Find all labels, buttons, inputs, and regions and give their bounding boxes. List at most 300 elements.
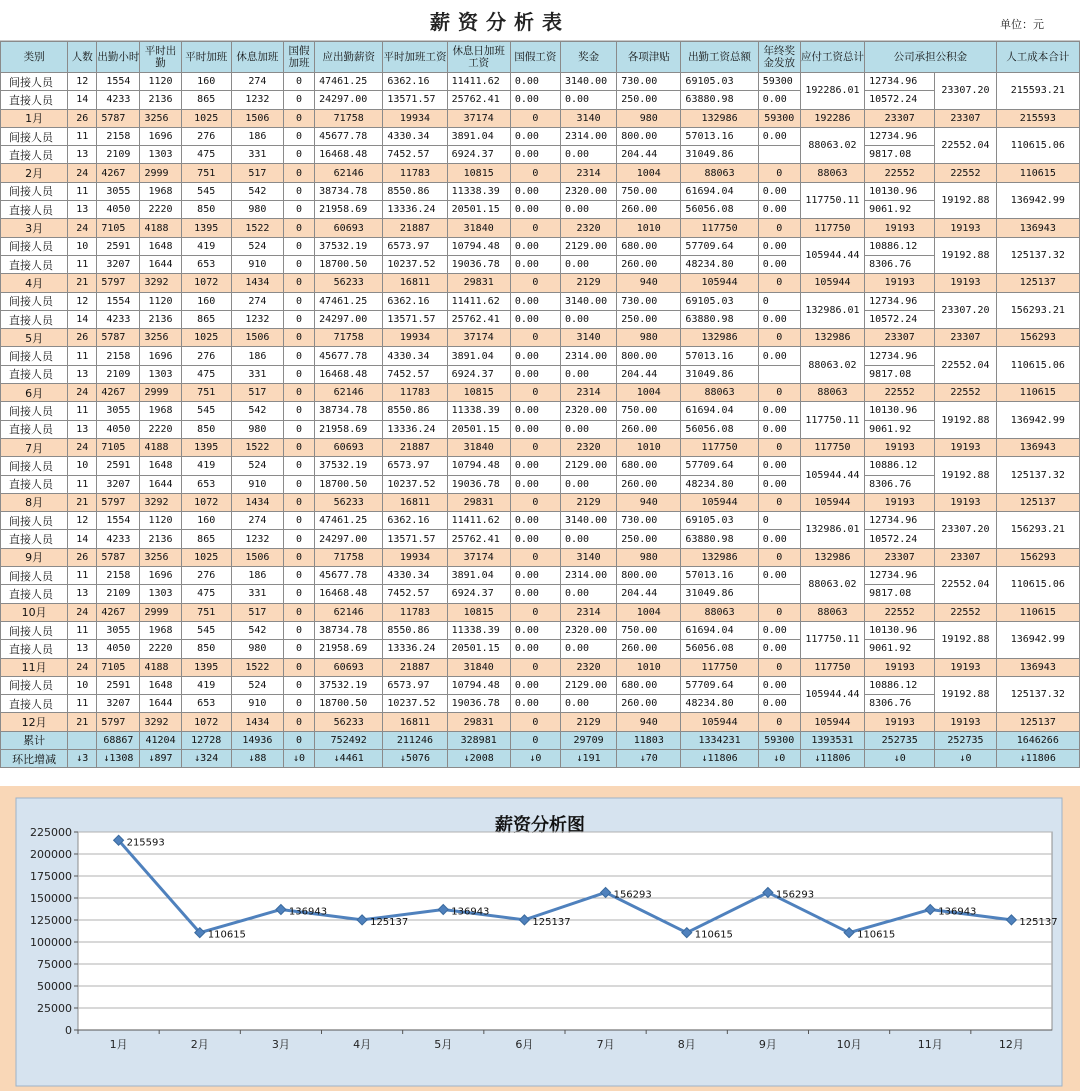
labor-cost-cell: 110615.06 — [996, 567, 1079, 604]
salary-table — [0, 41, 1080, 768]
table-cell: 0 — [758, 512, 800, 530]
x-tick-label: 9月 — [758, 1038, 777, 1051]
table-cell: 11 — [68, 567, 97, 585]
table-cell — [758, 146, 800, 164]
table-cell: 11338.39 — [447, 402, 510, 420]
table-cell: 0.00 — [560, 365, 616, 383]
fund-total-cell: 22552.04 — [935, 347, 996, 384]
x-tick-label: 11月 — [917, 1038, 943, 1051]
table-cell: 1506 — [231, 548, 283, 566]
table-cell: 2314 — [560, 164, 616, 182]
table-cell: 542 — [231, 621, 283, 639]
table-cell: 12 — [68, 73, 97, 91]
cumulative-row — [1, 731, 1080, 749]
fund-cell: 9817.08 — [865, 365, 935, 383]
table-cell: 2320.00 — [560, 621, 616, 639]
table-cell: 1506 — [231, 329, 283, 347]
chart-panel — [0, 786, 1080, 1091]
table-cell: 22552 — [935, 603, 996, 621]
table-cell: 0.00 — [758, 676, 800, 694]
table-cell: 3140.00 — [560, 292, 616, 310]
table-cell: 3891.04 — [447, 347, 510, 365]
table-cell: 117750 — [681, 658, 758, 676]
fund-total-cell: 19192.88 — [935, 676, 996, 713]
table-cell: 0 — [510, 548, 560, 566]
table-cell: 0 — [283, 420, 314, 438]
table-cell: 865 — [181, 310, 231, 328]
table-cell: 5787 — [97, 548, 140, 566]
table-cell: 4233 — [97, 530, 140, 548]
month-label: 1月 — [1, 109, 68, 127]
table-cell: 45677.78 — [315, 567, 383, 585]
table-cell: 13336.24 — [383, 420, 447, 438]
table-cell: 419 — [181, 237, 231, 255]
table-cell: 3140 — [560, 329, 616, 347]
table-cell: 4267 — [97, 603, 140, 621]
col-header: 年终奖金发放 — [758, 42, 800, 73]
table-cell: 0.00 — [510, 201, 560, 219]
labor-cost-cell: 136942.99 — [996, 621, 1079, 658]
table-cell: 24 — [68, 384, 97, 402]
fund-total-cell: 22552.04 — [935, 127, 996, 164]
table-cell: 252735 — [935, 731, 996, 749]
table-row — [1, 182, 1080, 200]
table-cell: 16468.48 — [315, 585, 383, 603]
table-cell: 0 — [283, 384, 314, 402]
row-label: 直接人员 — [1, 420, 68, 438]
table-cell: 105944 — [800, 493, 864, 511]
y-tick-label: 75000 — [37, 958, 72, 971]
table-cell: 419 — [181, 676, 231, 694]
table-cell: 2129 — [560, 493, 616, 511]
table-cell: 542 — [231, 402, 283, 420]
table-cell: 19036.78 — [447, 695, 510, 713]
table-cell: 0 — [283, 73, 314, 91]
month-summary-row — [1, 658, 1080, 676]
table-cell: 2220 — [140, 420, 181, 438]
labor-cost-cell: 156293.21 — [996, 292, 1079, 329]
table-cell: 0 — [283, 329, 314, 347]
title-row — [0, 0, 1080, 41]
fund-cell: 9061.92 — [865, 640, 935, 658]
table-cell: 31840 — [447, 219, 510, 237]
table-cell: 980 — [231, 640, 283, 658]
table-cell: 419 — [181, 457, 231, 475]
y-tick-label: 25000 — [37, 1002, 72, 1015]
payable-total-cell: 192286.01 — [800, 73, 864, 110]
table-cell: 18700.50 — [315, 475, 383, 493]
table-cell: 1522 — [231, 658, 283, 676]
payable-total-cell: 88063.02 — [800, 347, 864, 384]
table-cell: 186 — [231, 347, 283, 365]
x-tick-label: 6月 — [515, 1038, 534, 1051]
col-header: 平时出勤 — [140, 42, 181, 73]
table-cell: 3891.04 — [447, 567, 510, 585]
data-label: 125137 — [532, 916, 571, 928]
table-row — [1, 365, 1080, 383]
table-cell: 192286 — [800, 109, 864, 127]
table-cell: 260.00 — [617, 475, 681, 493]
month-summary-row — [1, 548, 1080, 566]
table-cell: 2314 — [560, 384, 616, 402]
table-cell: 105944 — [681, 493, 758, 511]
table-cell: 1644 — [140, 475, 181, 493]
table-cell: 57013.16 — [681, 347, 758, 365]
table-cell: 13571.57 — [383, 310, 447, 328]
table-cell: 59300 — [758, 731, 800, 749]
table-cell: 19193 — [935, 438, 996, 456]
unit-label: 单位：元 — [1000, 18, 1044, 31]
table-cell: 11411.62 — [447, 512, 510, 530]
col-header: 出勤工资总额 — [681, 42, 758, 73]
table-cell: 57709.64 — [681, 457, 758, 475]
month-summary-row — [1, 219, 1080, 237]
fund-total-cell: 22552.04 — [935, 567, 996, 604]
table-cell: 653 — [181, 255, 231, 273]
row-label: 直接人员 — [1, 255, 68, 273]
fund-cell: 8306.76 — [865, 255, 935, 273]
table-cell: 88063 — [800, 164, 864, 182]
table-cell: 1303 — [140, 365, 181, 383]
table-cell: 0 — [283, 457, 314, 475]
data-label: 136943 — [938, 906, 977, 918]
table-cell: 0.00 — [510, 676, 560, 694]
table-cell: 132986 — [681, 109, 758, 127]
table-row — [1, 475, 1080, 493]
col-header: 平时加班 — [181, 42, 231, 73]
table-cell: 19193 — [935, 274, 996, 292]
row-label: 间接人员 — [1, 73, 68, 91]
table-cell: 7105 — [97, 658, 140, 676]
row-label: 间接人员 — [1, 292, 68, 310]
table-cell: 2129 — [560, 274, 616, 292]
table-cell: 1395 — [181, 658, 231, 676]
table-cell: 0.00 — [758, 255, 800, 273]
table-cell: 19934 — [383, 548, 447, 566]
table-cell: 0.00 — [560, 530, 616, 548]
table-cell: 71758 — [315, 329, 383, 347]
table-cell: 0 — [283, 127, 314, 145]
table-cell: 0 — [758, 713, 800, 731]
row-label: 环比增减 — [1, 749, 68, 767]
table-cell: 1522 — [231, 438, 283, 456]
table-row — [1, 512, 1080, 530]
table-cell: 1968 — [140, 621, 181, 639]
month-summary-row — [1, 713, 1080, 731]
table-cell: 48234.80 — [681, 695, 758, 713]
table-cell: 45677.78 — [315, 127, 383, 145]
table-cell: 25762.41 — [447, 530, 510, 548]
table-cell: 0.00 — [758, 475, 800, 493]
table-cell: 0.00 — [510, 512, 560, 530]
table-cell: 45677.78 — [315, 347, 383, 365]
salary-line-chart — [0, 786, 1080, 1091]
table-cell: 22552 — [865, 384, 935, 402]
table-cell: 125137 — [996, 274, 1079, 292]
table-cell: 19193 — [865, 713, 935, 731]
table-cell: 20501.15 — [447, 201, 510, 219]
table-cell: 0 — [510, 329, 560, 347]
data-label: 136943 — [451, 906, 490, 918]
table-cell: 117750 — [800, 219, 864, 237]
table-cell: 71758 — [315, 109, 383, 127]
table-cell: 0 — [758, 329, 800, 347]
table-cell: 19934 — [383, 109, 447, 127]
col-header: 人数 — [68, 42, 97, 73]
month-summary-row — [1, 109, 1080, 127]
x-tick-label: 2月 — [190, 1038, 209, 1051]
table-cell: 4330.34 — [383, 127, 447, 145]
x-tick-label: 12月 — [998, 1038, 1024, 1051]
table-cell: 105944 — [681, 713, 758, 731]
table-cell: 26 — [68, 548, 97, 566]
labor-cost-cell: 110615.06 — [996, 347, 1079, 384]
header-row — [1, 42, 1080, 73]
table-cell: 940 — [617, 274, 681, 292]
table-row — [1, 621, 1080, 639]
table-cell: 2220 — [140, 201, 181, 219]
table-cell: 517 — [231, 164, 283, 182]
table-cell: 24297.00 — [315, 91, 383, 109]
table-cell: 0.00 — [560, 310, 616, 328]
table-cell: ↓324 — [181, 749, 231, 767]
table-cell — [68, 731, 97, 749]
table-cell: 47461.25 — [315, 512, 383, 530]
table-cell: ↓11806 — [681, 749, 758, 767]
table-cell: 3140 — [560, 109, 616, 127]
table-cell: 88063 — [681, 603, 758, 621]
table-cell: 31840 — [447, 658, 510, 676]
page-title: 薪资分析表 — [430, 10, 570, 34]
table-cell: 524 — [231, 676, 283, 694]
table-cell: 331 — [231, 585, 283, 603]
table-cell: 2320 — [560, 438, 616, 456]
fund-cell: 9817.08 — [865, 585, 935, 603]
table-cell: 0.00 — [510, 585, 560, 603]
table-cell: ↓11806 — [800, 749, 864, 767]
table-cell: 37532.19 — [315, 237, 383, 255]
row-label: 直接人员 — [1, 695, 68, 713]
table-cell: 3055 — [97, 621, 140, 639]
table-row — [1, 457, 1080, 475]
table-body — [1, 73, 1080, 768]
table-cell: 1004 — [617, 603, 681, 621]
table-cell: 69105.03 — [681, 73, 758, 91]
table-cell: 117750 — [681, 438, 758, 456]
table-cell: ↓0 — [865, 749, 935, 767]
fund-total-cell: 19192.88 — [935, 182, 996, 219]
table-cell: 0.00 — [510, 146, 560, 164]
table-cell: 19193 — [935, 219, 996, 237]
table-cell: 0 — [283, 567, 314, 585]
table-cell: 0 — [283, 438, 314, 456]
table-cell: 751 — [181, 164, 231, 182]
table-cell: 37532.19 — [315, 457, 383, 475]
month-summary-row — [1, 329, 1080, 347]
chart-title: 薪资分析图 — [495, 815, 585, 836]
table-cell: 0 — [758, 274, 800, 292]
row-label: 间接人员 — [1, 676, 68, 694]
row-label: 间接人员 — [1, 512, 68, 530]
table-cell: 5797 — [97, 493, 140, 511]
fund-cell: 12734.96 — [865, 567, 935, 585]
table-cell: 16811 — [383, 274, 447, 292]
table-cell: 850 — [181, 640, 231, 658]
table-cell: 132986 — [681, 548, 758, 566]
table-cell: 1010 — [617, 438, 681, 456]
table-cell: 63880.98 — [681, 310, 758, 328]
table-cell: 4233 — [97, 91, 140, 109]
fund-cell: 10130.96 — [865, 402, 935, 420]
table-cell: ↓11806 — [996, 749, 1079, 767]
table-cell: 21 — [68, 713, 97, 731]
table-cell: 56056.08 — [681, 201, 758, 219]
table-cell: 1968 — [140, 182, 181, 200]
fund-cell: 9061.92 — [865, 420, 935, 438]
table-cell: 10 — [68, 676, 97, 694]
fund-cell: 10886.12 — [865, 676, 935, 694]
payable-total-cell: 132986.01 — [800, 292, 864, 329]
table-cell: 88063 — [681, 164, 758, 182]
table-cell: 215593 — [996, 109, 1079, 127]
table-cell: 2220 — [140, 640, 181, 658]
table-cell: 22552 — [865, 603, 935, 621]
table-cell: 751 — [181, 603, 231, 621]
table-cell: 8550.86 — [383, 402, 447, 420]
row-label: 直接人员 — [1, 201, 68, 219]
data-label: 110615 — [207, 929, 246, 941]
table-row — [1, 567, 1080, 585]
table-cell: 62146 — [315, 164, 383, 182]
row-label: 间接人员 — [1, 402, 68, 420]
table-cell: 517 — [231, 384, 283, 402]
table-cell: 132986 — [681, 329, 758, 347]
table-cell: 1010 — [617, 219, 681, 237]
table-cell: 11783 — [383, 164, 447, 182]
table-cell: 1648 — [140, 237, 181, 255]
table-cell: 0 — [510, 731, 560, 749]
table-cell: 0 — [758, 493, 800, 511]
col-header: 公司承担公积金 — [865, 42, 996, 73]
table-cell: ↓0 — [283, 749, 314, 767]
table-cell: 156293 — [996, 548, 1079, 566]
table-cell: 328981 — [447, 731, 510, 749]
table-cell: 105944 — [681, 274, 758, 292]
table-cell: 940 — [617, 713, 681, 731]
table-cell: 125137 — [996, 493, 1079, 511]
fund-total-cell: 19192.88 — [935, 402, 996, 439]
table-cell: 2999 — [140, 384, 181, 402]
table-cell: 6573.97 — [383, 457, 447, 475]
table-cell: 2999 — [140, 164, 181, 182]
table-cell: 0.00 — [758, 567, 800, 585]
table-cell: 4050 — [97, 420, 140, 438]
table-cell: 7452.57 — [383, 146, 447, 164]
table-cell: 0 — [758, 292, 800, 310]
x-tick-label: 5月 — [434, 1038, 453, 1051]
table-cell: 0.00 — [510, 347, 560, 365]
table-cell: 545 — [181, 182, 231, 200]
table-cell: 2314.00 — [560, 127, 616, 145]
table-cell: 160 — [181, 73, 231, 91]
table-cell: 11 — [68, 695, 97, 713]
labor-cost-cell: 110615.06 — [996, 127, 1079, 164]
month-label: 6月 — [1, 384, 68, 402]
table-cell: 10794.48 — [447, 457, 510, 475]
table-cell: 0 — [510, 493, 560, 511]
fund-cell: 10886.12 — [865, 237, 935, 255]
table-cell: 8550.86 — [383, 182, 447, 200]
fund-total-cell: 19192.88 — [935, 621, 996, 658]
table-cell: ↓1308 — [97, 749, 140, 767]
table-cell: 132986 — [800, 548, 864, 566]
table-cell: 0.00 — [560, 475, 616, 493]
table-cell: 0 — [510, 603, 560, 621]
table-cell: 0 — [283, 237, 314, 255]
table-cell: 37174 — [447, 109, 510, 127]
table-cell: 7452.57 — [383, 585, 447, 603]
table-cell: 125137 — [996, 713, 1079, 731]
table-cell: 730.00 — [617, 292, 681, 310]
table-cell: 204.44 — [617, 365, 681, 383]
table-cell: 0 — [283, 658, 314, 676]
table-cell: 0 — [283, 201, 314, 219]
table-cell: 1232 — [231, 310, 283, 328]
table-cell: 2314.00 — [560, 567, 616, 585]
table-cell: 25762.41 — [447, 310, 510, 328]
row-label: 直接人员 — [1, 530, 68, 548]
table-cell: 10237.52 — [383, 255, 447, 273]
table-cell: 3292 — [140, 713, 181, 731]
table-cell: 156293 — [996, 329, 1079, 347]
col-header: 人工成本合计 — [996, 42, 1079, 73]
table-cell: 1025 — [181, 548, 231, 566]
table-cell: 23307 — [865, 329, 935, 347]
fund-cell: 9061.92 — [865, 201, 935, 219]
table-cell: 250.00 — [617, 530, 681, 548]
table-cell: 0 — [283, 512, 314, 530]
table-cell: 11411.62 — [447, 292, 510, 310]
table-cell: 56056.08 — [681, 420, 758, 438]
table-cell: 6573.97 — [383, 676, 447, 694]
table-cell: 12 — [68, 292, 97, 310]
table-cell: 21887 — [383, 219, 447, 237]
table-cell: 0.00 — [758, 420, 800, 438]
table-cell: 800.00 — [617, 127, 681, 145]
table-cell: 517 — [231, 603, 283, 621]
table-cell: 48234.80 — [681, 255, 758, 273]
table-cell: 680.00 — [617, 676, 681, 694]
row-label: 间接人员 — [1, 457, 68, 475]
row-label: 间接人员 — [1, 182, 68, 200]
table-cell: 136943 — [996, 438, 1079, 456]
table-cell: 751 — [181, 384, 231, 402]
table-cell: 3256 — [140, 548, 181, 566]
col-header: 奖金 — [560, 42, 616, 73]
table-cell: 160 — [181, 512, 231, 530]
table-cell: 3292 — [140, 274, 181, 292]
table-cell: 60693 — [315, 219, 383, 237]
y-tick-label: 125000 — [30, 914, 72, 927]
row-label: 间接人员 — [1, 621, 68, 639]
table-cell: 57013.16 — [681, 127, 758, 145]
table-cell: 1072 — [181, 274, 231, 292]
table-row — [1, 237, 1080, 255]
payable-total-cell: 105944.44 — [800, 237, 864, 274]
table-cell: 23307 — [865, 548, 935, 566]
table-cell: 21958.69 — [315, 640, 383, 658]
table-cell: 0 — [283, 255, 314, 273]
